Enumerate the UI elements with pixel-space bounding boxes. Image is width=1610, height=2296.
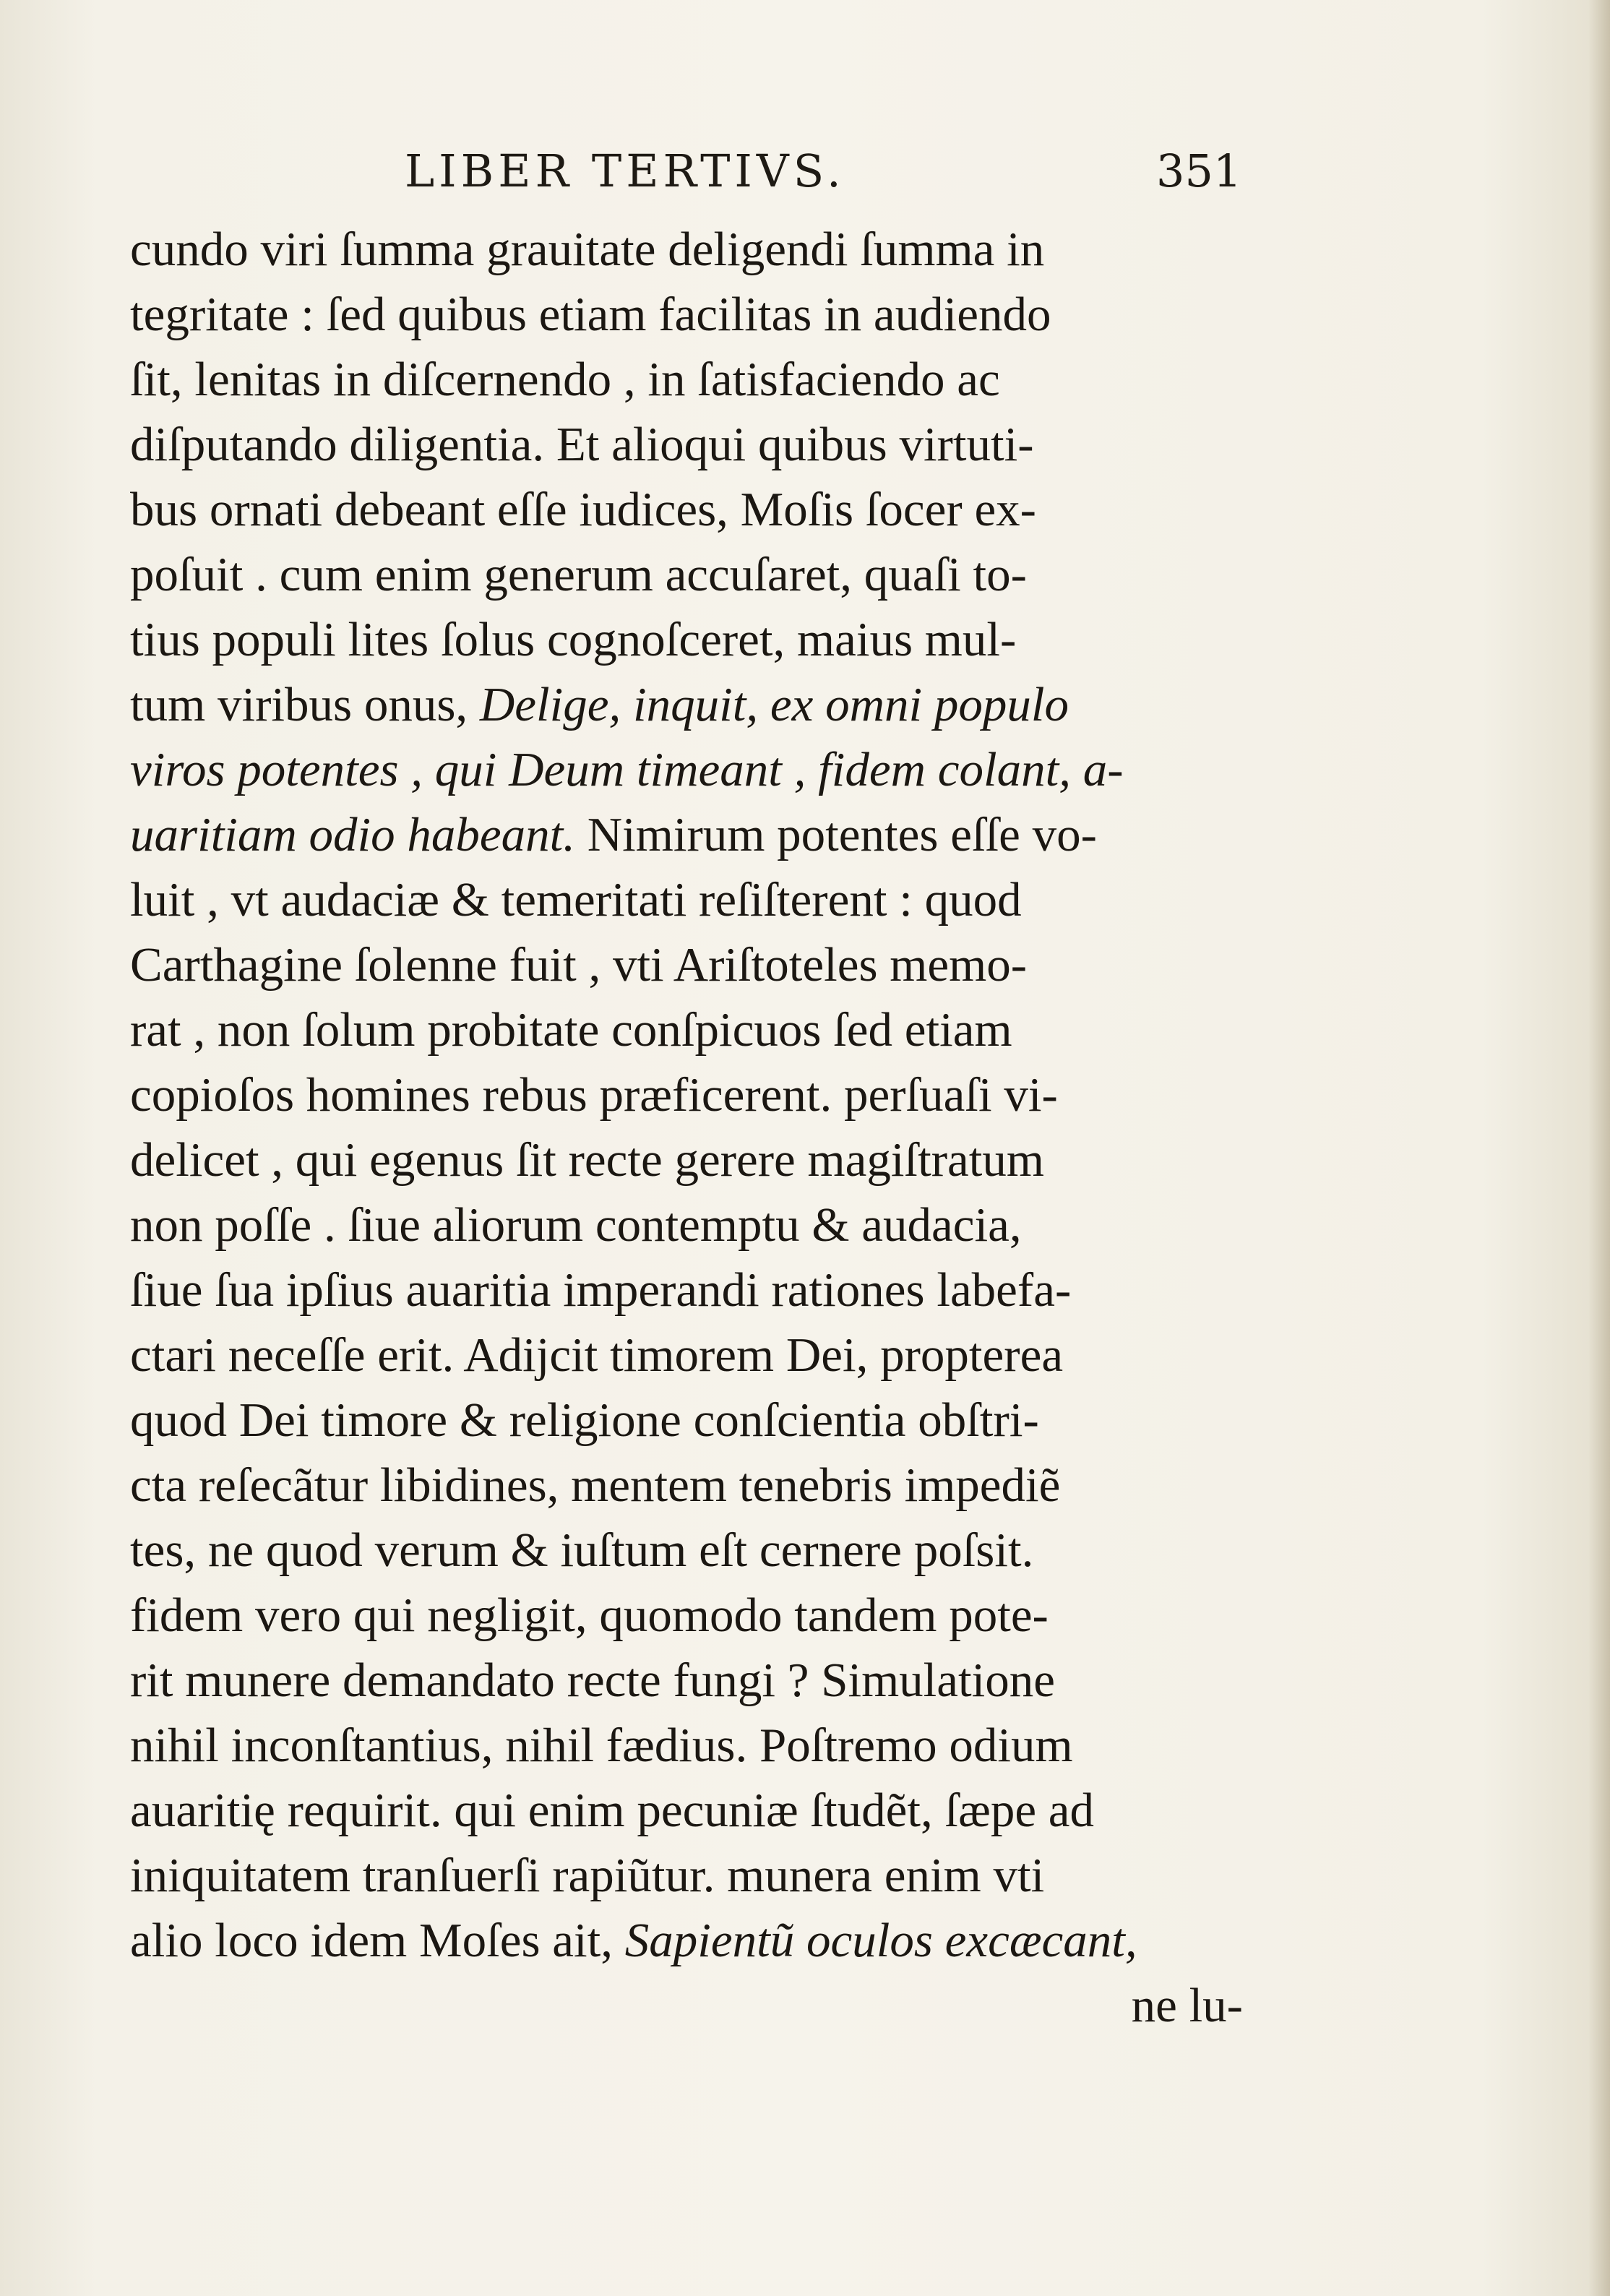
- text-segment: ne lu-: [1131, 1979, 1243, 2032]
- text-segment: diſputando diligentia. Et alioqui quibus virtuti-: [130, 418, 1034, 471]
- text-line: [130, 997, 1243, 1062]
- text-segment: quod Dei timore & religione conſcientia obſtri-: [130, 1393, 1039, 1447]
- text-segment: bus ornati debeant eſſe iudices, Moſis ſocer ex-: [130, 483, 1036, 536]
- text-line: [130, 477, 1243, 542]
- text-line: [130, 867, 1243, 932]
- text-line: [130, 1257, 1243, 1323]
- text-segment: poſuit . cum enim generum accuſaret, quaſi to-: [130, 548, 1027, 601]
- text-line: [130, 607, 1243, 672]
- text-segment: luit , vt audaciæ & temeritati reſiſterent : quod: [130, 873, 1022, 926]
- body-text: [130, 217, 1243, 2038]
- text-segment: Nimirum potentes eſſe vo-: [575, 808, 1097, 861]
- page-number: 351: [1156, 145, 1242, 197]
- text-line: [130, 1648, 1243, 1713]
- text-segment: ſit, lenitas in diſcernendo , in ſatisfaciendo ac: [130, 353, 1000, 406]
- text-line: [130, 802, 1243, 867]
- italic-quote-segment: Sapientũ oculos excæcant,: [624, 1914, 1137, 1967]
- text-segment: tes, ne quod verum & iuſtum eſt cernere poſsit.: [130, 1523, 1034, 1577]
- text-segment: tius populi lites ſolus cognoſceret, maius mul-: [130, 613, 1017, 666]
- page-edge-shadow: [1588, 0, 1610, 2296]
- italic-quote-segment: uaritiam odio habeant.: [130, 808, 576, 861]
- running-head: LIBER TERTIVS.: [405, 145, 845, 197]
- text-segment: nihil inconſtantius, nihil fædius. Poſtremo odium: [130, 1719, 1073, 1772]
- text-line: [130, 1908, 1243, 1973]
- text-line: [130, 347, 1243, 412]
- text-line: [130, 1323, 1243, 1388]
- text-line: [130, 1192, 1243, 1257]
- text-segment: copioſos homines rebus præficerent. perſuaſi vi-: [130, 1068, 1058, 1122]
- text-segment: tum viribus onus,: [130, 678, 480, 731]
- text-segment: ctari neceſſe erit. Adijcit timorem Dei, propterea: [130, 1328, 1064, 1382]
- text-segment: cta reſecãtur libidines, mentem tenebris impediẽ: [130, 1458, 1061, 1512]
- text-line: [130, 1453, 1243, 1518]
- text-line: [130, 1843, 1243, 1908]
- text-line: [130, 412, 1243, 477]
- text-line: [130, 932, 1243, 997]
- italic-quote-segment: viros potentes , qui Deum timeant , fidem colant, a-: [130, 743, 1124, 796]
- text-line: [130, 672, 1243, 737]
- text-segment: iniquitatem tranſuerſi rapiũtur. munera enim vti: [130, 1849, 1045, 1902]
- text-line: [130, 737, 1243, 802]
- text-segment: alio loco idem Moſes ait,: [130, 1914, 625, 1967]
- italic-quote-segment: Delige, inquit, ex omni populo: [479, 678, 1069, 731]
- text-segment: ſiue ſua ipſius auaritia imperandi rationes labefa-: [130, 1263, 1072, 1317]
- text-segment: auaritię requirit. qui enim pecuniæ ſtudẽt, ſæpe ad: [130, 1784, 1095, 1837]
- text-line: [130, 542, 1243, 607]
- text-segment: non poſſe . ſiue aliorum contemptu & audacia,: [130, 1198, 1022, 1252]
- text-line: [130, 1713, 1243, 1778]
- text-segment: fidem vero qui negligit, quomodo tandem pote-: [130, 1588, 1049, 1642]
- text-line: [130, 1127, 1243, 1192]
- text-segment: tegritate : ſed quibus etiam facilitas in audiendo: [130, 288, 1051, 341]
- text-segment: delicet , qui egenus ſit recte gerere magiſtratum: [130, 1133, 1045, 1187]
- text-line: [130, 1518, 1243, 1583]
- text-segment: cundo viri ſumma grauitate deligendi ſumma in: [130, 223, 1045, 276]
- text-segment: rat , non ſolum probitate conſpicuos ſed etiam: [130, 1003, 1012, 1057]
- text-segment: rit munere demandato recte fungi ? Simulatione: [130, 1654, 1056, 1707]
- text-line: [130, 282, 1243, 347]
- text-line: [130, 1778, 1243, 1843]
- text-line: [130, 217, 1243, 282]
- text-line: [130, 1973, 1243, 2038]
- text-line: [130, 1062, 1243, 1127]
- text-line: [130, 1388, 1243, 1453]
- text-line: [130, 1583, 1243, 1648]
- text-segment: Carthagine ſolenne fuit , vti Ariſtoteles memo-: [130, 938, 1028, 992]
